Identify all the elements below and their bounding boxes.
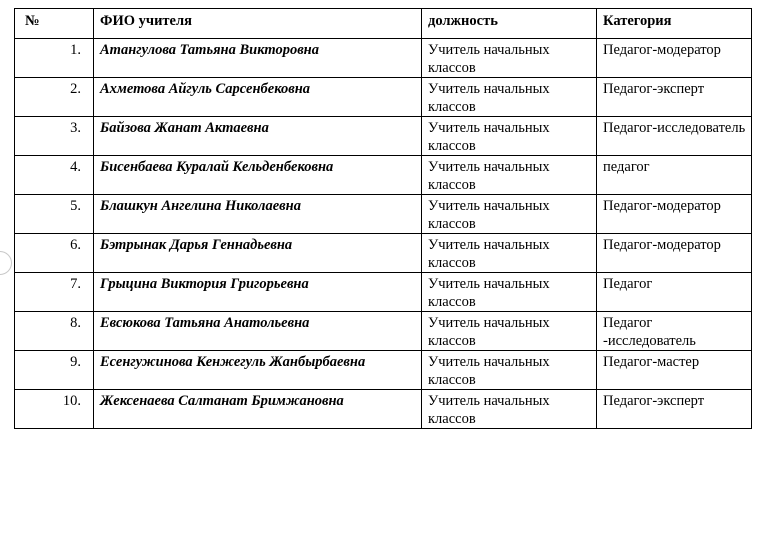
cell-number: 3. [15, 117, 94, 156]
cell-category: Педагог -исследователь [597, 312, 752, 351]
table-row [15, 351, 752, 390]
cell-category: педагог [597, 156, 752, 195]
cell-position: Учитель начальных классов [422, 117, 597, 156]
cell-category: Педагог-эксперт [597, 78, 752, 117]
cell-number: 6. [15, 234, 94, 273]
cell-name: Грыцина Виктория Григорьевна [94, 273, 422, 312]
cell-position: Учитель начальных классов [422, 234, 597, 273]
cell-number: 9. [15, 351, 94, 390]
cell-category: Педагог-модератор [597, 39, 752, 78]
table-row [15, 390, 752, 429]
cell-name: Жексенаева Салтанат Бримжановна [94, 390, 422, 429]
scroll-marker-circle[interactable] [0, 251, 12, 275]
table-header-row [15, 9, 752, 39]
cell-number: 10. [15, 390, 94, 429]
cell-name: Евсюкова Татьяна Анатольевна [94, 312, 422, 351]
cell-number: 4. [15, 156, 94, 195]
cell-position: Учитель начальных классов [422, 273, 597, 312]
table-row [15, 312, 752, 351]
table-row [15, 195, 752, 234]
cell-category: Педагог-исследователь [597, 117, 752, 156]
header-category: Категория [597, 9, 752, 39]
table-row [15, 78, 752, 117]
cell-name: Блашкун Ангелина Николаевна [94, 195, 422, 234]
table-row [15, 117, 752, 156]
cell-position: Учитель начальных классов [422, 195, 597, 234]
header-position: должность [422, 9, 597, 39]
cell-category: Педагог-модератор [597, 195, 752, 234]
cell-number: 1. [15, 39, 94, 78]
cell-position: Учитель начальных классов [422, 312, 597, 351]
cell-name: Бисенбаева Куралай Кельденбековна [94, 156, 422, 195]
table-row [15, 39, 752, 78]
cell-name: Атангулова Татьяна Викторовна [94, 39, 422, 78]
table-row [15, 234, 752, 273]
cell-number: 8. [15, 312, 94, 351]
table-row [15, 273, 752, 312]
cell-position: Учитель начальных классов [422, 39, 597, 78]
cell-category: Педагог-модератор [597, 234, 752, 273]
teachers-table [14, 8, 752, 429]
cell-position: Учитель начальных классов [422, 351, 597, 390]
cell-category: Педагог-мастер [597, 351, 752, 390]
cell-name: Бэтрынак Дарья Геннадьевна [94, 234, 422, 273]
cell-category: Педагог [597, 273, 752, 312]
cell-number: 2. [15, 78, 94, 117]
table-row [15, 156, 752, 195]
header-number: № [15, 9, 94, 39]
cell-name: Ахметова Айгуль Сарсенбековна [94, 78, 422, 117]
cell-name: Байзова Жанат Актаевна [94, 117, 422, 156]
cell-category: Педагог-эксперт [597, 390, 752, 429]
cell-name: Есенгужинова Кенжегуль Жанбырбаевна [94, 351, 422, 390]
cell-position: Учитель начальных классов [422, 390, 597, 429]
header-name: ФИО учителя [94, 9, 422, 39]
cell-number: 5. [15, 195, 94, 234]
cell-position: Учитель начальных классов [422, 78, 597, 117]
cell-number: 7. [15, 273, 94, 312]
cell-position: Учитель начальных классов [422, 156, 597, 195]
